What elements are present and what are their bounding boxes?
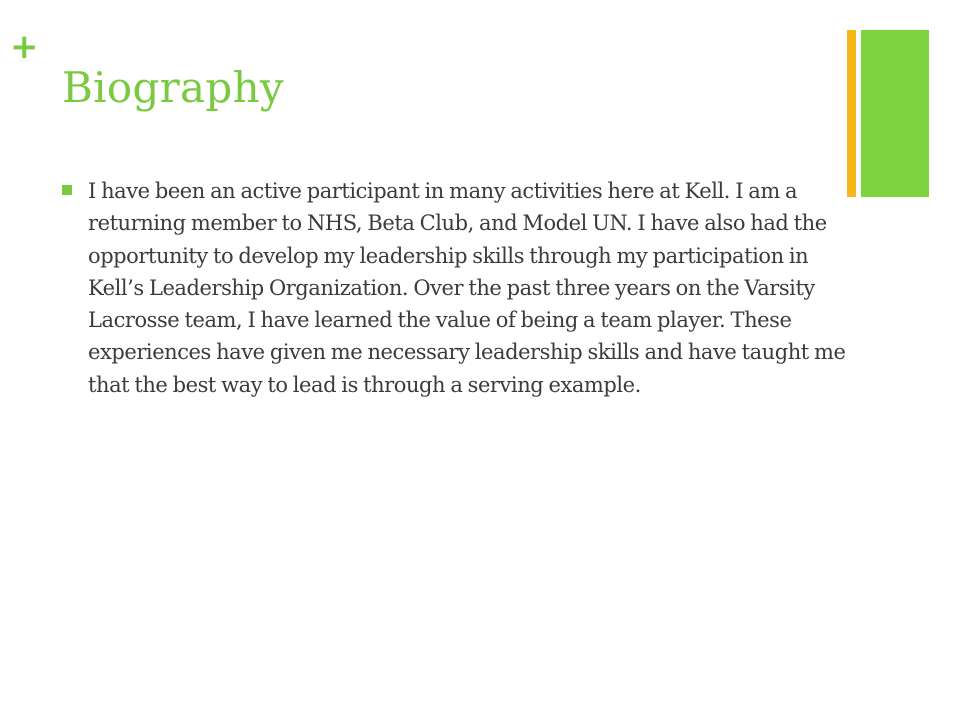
bullet-text: I have been an active participant in many activities here at Kell. I am a returning member to NHS, Beta Club, and Model UN. I have also had the opportunity to develop my leadership skills through my participation in Kell’s Leadership Organization. Over the past three years on the Varsity Lacrosse team, I have learned the value of being a team player. These experiences have given me necessary leadership skills and have taught me that the best way to lead is through a serving example.	[88, 179, 846, 397]
yellow-accent-bar	[847, 30, 856, 197]
square-bullet-icon	[62, 185, 72, 195]
bullet-list	[62, 175, 852, 401]
green-accent-bar	[861, 30, 929, 197]
bullet-item	[62, 175, 852, 401]
plus-icon: +	[10, 27, 39, 67]
slide-title: Biography	[62, 63, 284, 112]
